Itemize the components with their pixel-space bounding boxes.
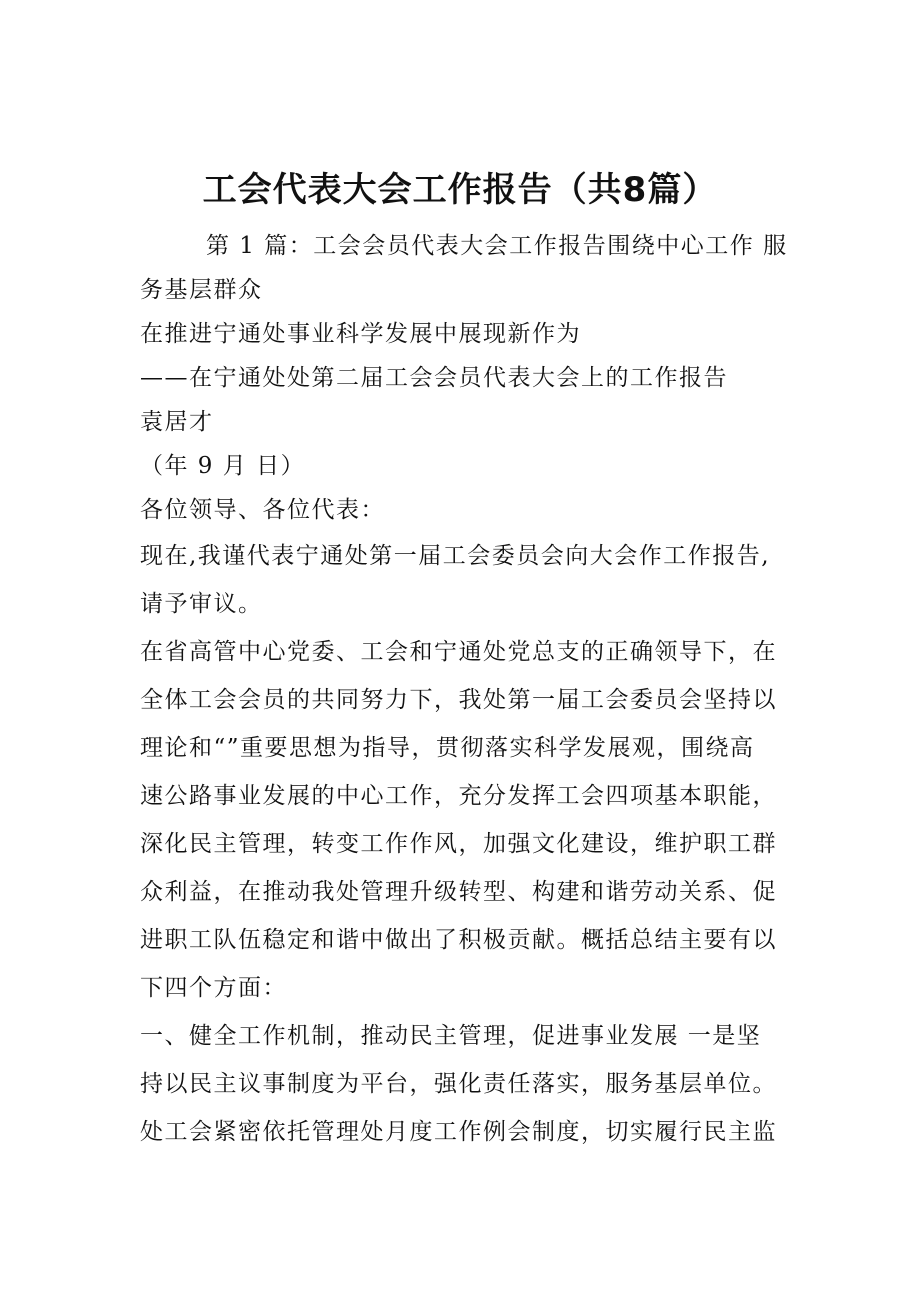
paragraph-line: 进职工队伍稳定和谐中做出了积极贡献。概括总结主要有以 (140, 927, 777, 953)
paragraph-line: 第 1 篇：工会会员代表大会工作报告围绕中心工作 服 (206, 233, 788, 259)
paragraph-line: 深化民主管理，转变工作作风，加强文化建设，维护职工群 (140, 831, 777, 857)
paragraph-line: 众利益，在推动我处管理升级转型、构建和谐劳动关系、促 (140, 879, 777, 905)
paragraph-line: 在省高管中心党委、工会和宁通处党总支的正确领导下，在 (140, 639, 777, 665)
paragraph-line: 理论和“”重要思想为指导，贯彻落实科学发展观，围绕高 (140, 735, 755, 761)
paragraph-line: 各位领导、各位代表： (140, 497, 385, 523)
paragraph-line: 在推进宁通处事业科学发展中展现新作为 (140, 321, 581, 347)
paragraph-line: 一、健全工作机制，推动民主管理，促进事业发展 一是坚 (140, 1023, 762, 1049)
document-title: 工会代表大会工作报告（共8篇） (202, 169, 718, 210)
paragraph-line: 务基层群众 (140, 277, 263, 303)
paragraph-line: 持以民主议事制度为平台，强化责任落实，服务基层单位。 (140, 1071, 777, 1097)
paragraph-line: 现在,我谨代表宁通处第一届工会委员会向大会作工作报告, (140, 543, 771, 569)
paragraph-line: ——在宁通处处第二届工会会员代表大会上的工作报告 (140, 365, 728, 391)
paragraph-line: 袁居才 (140, 409, 214, 435)
paragraph-line: 处工会紧密依托管理处月度工作例会制度，切实履行民主监 (140, 1119, 777, 1145)
paragraph-line: 请予审议。 (140, 591, 263, 617)
paragraph-line: 下四个方面： (140, 975, 287, 1001)
document-body (140, 224, 800, 1156)
paragraph-line: 速公路事业发展的中心工作，充分发挥工会四项基本职能， (140, 783, 777, 809)
paragraph-line: （年 9 月 日） (140, 453, 306, 479)
paragraph-line: 全体工会会员的共同努力下，我处第一届工会委员会坚持以 (140, 687, 777, 713)
